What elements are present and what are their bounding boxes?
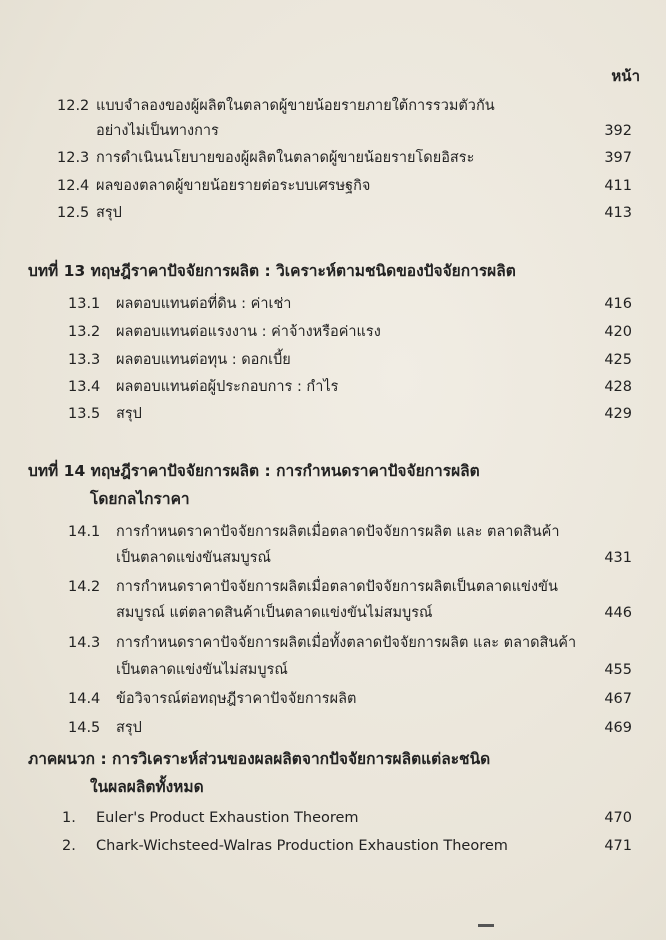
section-title: สรุป [116, 406, 142, 422]
page-number: 397 [604, 150, 632, 166]
section-number: 12.2 [57, 98, 90, 114]
section-number: 12.4 [57, 178, 90, 194]
section-title-cont: เป็นตลาดแข่งขันไม่สมบูรณ์ [116, 662, 288, 678]
section-title-cont: อย่างไม่เป็นทางการ [96, 123, 219, 139]
section-number: 12.3 [57, 150, 90, 166]
section-number: 14.3 [68, 635, 101, 651]
section-number: 13.1 [68, 296, 101, 312]
page-number: 467 [604, 691, 632, 707]
item-number: 2. [62, 838, 76, 854]
page-number: 470 [604, 810, 632, 826]
section-title: ผลตอบแทนต่อที่ดิน : ค่าเช่า [116, 296, 292, 312]
page-number: 431 [604, 550, 632, 566]
section-number: 13.2 [68, 324, 101, 340]
section-number: 12.5 [57, 205, 90, 221]
chapter-14-heading: บทที่ 14 ทฤษฎีราคาปัจจัยการผลิต : การกำหนดราคาปัจจัยการผลิต [28, 462, 480, 480]
section-number: 13.3 [68, 352, 101, 368]
section-title: ผลของตลาดผู้ขายน้อยรายต่อระบบเศรษฐกิจ [96, 178, 371, 194]
appendix-heading-cont: ในผลผลิตทั้งหมด [90, 778, 204, 796]
page-number: 411 [604, 178, 632, 194]
page-number: 429 [604, 406, 632, 422]
section-title-cont: เป็นตลาดแข่งขันสมบูรณ์ [116, 550, 271, 566]
chapter-13-heading: บทที่ 13 ทฤษฎีราคาปัจจัยการผลิต : วิเคราะห์ตามชนิดของปัจจัยการผลิต [28, 262, 516, 280]
page-column-label: หน้า [611, 67, 640, 85]
appendix-heading: ภาคผนวก : การวิเคราะห์ส่วนของผลผลิตจากปัจจัยการผลิตแต่ละชนิด [28, 750, 491, 768]
chapter-14-heading-cont: โดยกลไกราคา [90, 490, 190, 508]
section-title: การกำหนดราคาปัจจัยการผลิตเมื่อทั้งตลาดปัจจัยการผลิต และ ตลาดสินค้า [116, 635, 577, 651]
page-number: 471 [604, 838, 632, 854]
page-number: 446 [604, 605, 632, 621]
section-title: ข้อวิจารณ์ต่อทฤษฎีราคาปัจจัยการผลิต [116, 691, 357, 707]
item-title: Chark-Wichsteed-Walras Production Exhaustion Theorem [96, 838, 508, 854]
print-mark [478, 924, 494, 927]
section-number: 13.4 [68, 379, 101, 395]
page-number: 455 [604, 662, 632, 678]
section-title: ผลตอบแทนต่อแรงงาน : ค่าจ้างหรือค่าแรง [116, 324, 381, 340]
section-number: 14.2 [68, 579, 101, 595]
item-number: 1. [62, 810, 76, 826]
section-number: 14.4 [68, 691, 101, 707]
section-title: การดำเนินนโยบายของผู้ผลิตในตลาดผู้ขายน้อยรายโดยอิสระ [96, 150, 475, 166]
item-title: Euler's Product Exhaustion Theorem [96, 810, 359, 826]
section-title: แบบจำลองของผู้ผลิตในตลาดผู้ขายน้อยรายภายใต้การรวมตัวกัน [96, 98, 495, 114]
section-title: สรุป [116, 720, 142, 736]
page-number: 428 [604, 379, 632, 395]
section-title: สรุป [96, 205, 122, 221]
section-number: 13.5 [68, 406, 101, 422]
section-title: ผลตอบแทนต่อผู้ประกอบการ : กำไร [116, 379, 339, 395]
page-number: 416 [604, 296, 632, 312]
section-title-cont: สมบูรณ์ แต่ตลาดสินค้าเป็นตลาดแข่งขันไม่สมบูรณ์ [116, 605, 433, 621]
page-number: 425 [604, 352, 632, 368]
section-title: การกำหนดราคาปัจจัยการผลิตเมื่อตลาดปัจจัยการผลิตเป็นตลาดแข่งขัน [116, 579, 558, 595]
page-number: 392 [604, 123, 632, 139]
section-number: 14.5 [68, 720, 101, 736]
page-number: 413 [604, 205, 632, 221]
section-number: 14.1 [68, 524, 101, 540]
section-title: ผลตอบแทนต่อทุน : ดอกเบี้ย [116, 352, 291, 368]
page-number: 469 [604, 720, 632, 736]
section-title: การกำหนดราคาปัจจัยการผลิตเมื่อตลาดปัจจัยการผลิต และ ตลาดสินค้า [116, 524, 560, 540]
page-number: 420 [604, 324, 632, 340]
